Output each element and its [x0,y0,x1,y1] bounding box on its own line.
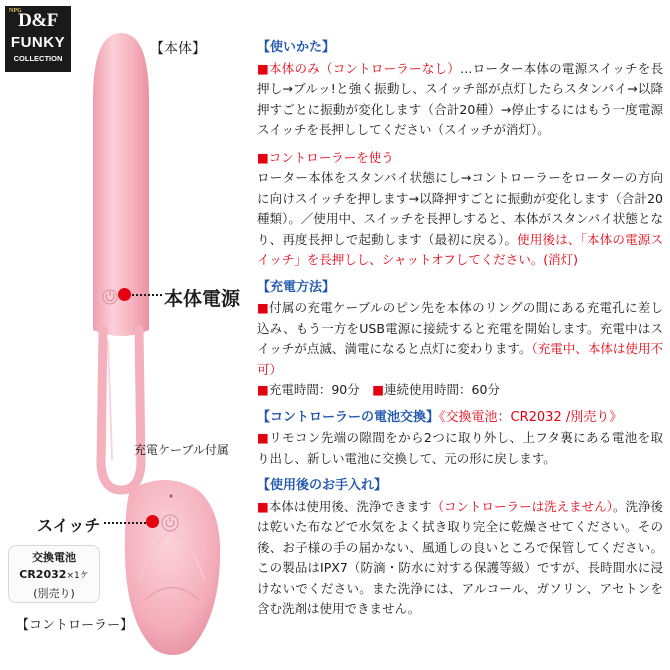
cable-label: 充電ケーブル付属 [134,443,229,457]
charging-paragraph: ■付属の充電ケーブルのピン先を本体のリングの間にある充電孔に差し込み、もう一方をUSB電源に接続すると充電を開始します。充電中はスイッチが点滅、満電になると点灯に変わります。（充電中、本体は使用不可） [257,300,663,377]
battery-note-title: 交換電池 [32,551,76,564]
battery-model: CR2032 [19,568,67,581]
main-unit-label: 【本体】 [150,41,206,57]
usage-shutoff-note: 使用後は、「本体の電源スイッチ」を長押しし、シャットオフしてください。(消灯) [257,231,663,267]
care-text-a: 本体は使用後、洗浄できます [268,498,432,514]
power-leader-line [132,294,162,296]
care-warning: （コントローラーは洗えません） [431,498,613,514]
battery-qty: ×1ケ [66,571,89,581]
charging-text: 付属の充電ケーブルのピン先を本体のリングの間にある充電孔に差し込み、もう一方をUSB電源に接続すると充電を開始します。充電中はスイッチが点滅、満電になると点灯に変わります。 [257,300,663,356]
care-text-b: 。洗浄後は乾いた布などで水気をよく拭き取り完全に乾燥させてください。その後、お子様の手の届かない、風通しの良いところで保管してください。この製品はIPX7（防滴・防水に対する保護等級）ですが、長時間水に浸けないでください。また洗浄には、アルコール、ガソリン、アセトンを含む洗剤は使用できません。 [257,498,663,616]
charging-time: 充電時間：90分 [268,382,360,397]
usage-solo-text: …ローター本体の電源スイッチを長押し→ブルッ!と強く振動し、スイッチ部が点灯したらスタンバイ→以降押すごとに振動が変化します（合計20種）→停止するにはもう一度電源スイッチを長押ししてください（スイッチが消灯）。 [257,60,663,137]
care-paragraph: ■本体は使用後、洗浄できます（コントローラーは洗えません）。洗浄後は乾いた布などで水気をよく拭き取り完全に乾燥させてください。その後、お子様の手の届かない、風通しの良いところで保管してください。この製品はIPX7（防滴・防水に対する保護等級）ですが、長時間水に浸けないでください。また洗浄には、アルコール、ガソリン、アセトンを含む洗剤は使用できません。 [257,498,663,616]
care-heading: 【使用後のお手入れ】 [257,478,388,493]
usage-controller-paragraph [257,168,663,271]
logo-brand: D&F [18,10,58,31]
controller-label: 【コントローラー】 [16,618,134,633]
usage-controller-text: ローター本体をスタンバイ状態にし→コントローラーをローターの方向に向けスイッチを押します→以降押すごとに振動が変化します（合計20種類）。／使用中、スイッチを長押しすると、本体がスタンバイ状態となり、再度長押しで起動します（最初に戻る）。 [257,170,663,247]
usage-heading: 【使いかた】 [257,40,336,55]
charging-loop [101,330,141,490]
usage-solo-title: ■本体のみ（コントローラーなし） [257,60,461,76]
switch-leader-line [104,522,146,524]
battery-swap-title: 【コントローラーの電池交換】 [257,409,440,425]
usage-controller-title: ■コントローラーを使う [257,149,394,165]
logo-line1: FUNKY [10,34,66,51]
switch-marker-dot [146,515,159,528]
switch-label: スイッチ [37,516,101,535]
battery-swap-paragraph: ■リモコン先端の隙間をから2つに取り外し、上フタ裏にある電池を取り出し、新しい電池に交換して、元の形に戻します。 [257,430,663,466]
battery-note-sold-separately: (別売り) [33,587,75,600]
battery-swap-text: リモコン先端の隙間をから2つに取り外し、上フタ裏にある電池を取り出し、新しい電池に交換して、元の形に戻します。 [257,430,663,466]
battery-swap-heading [257,408,663,429]
usage-time: 連続使用時間：60分 [384,382,500,397]
battery-note [8,545,100,603]
charging-warning: （充電中、本体は使用不可） [257,341,663,377]
logo-line2: COLLECTION [13,54,63,63]
power-label: 本体電源 [164,288,241,310]
controller-body [125,480,220,655]
logo-mini-text: NPG [9,8,22,14]
power-marker-dot [118,288,131,301]
instructions-column [257,38,663,620]
usage-solo-paragraph [257,59,663,141]
battery-swap-type: 《交換電池：CR2032 /別売り》 [439,409,623,425]
charging-heading: 【充電方法】 [257,279,336,295]
charging-times: ■充電時間：90分 ■連続使用時間：60分 [257,382,500,397]
